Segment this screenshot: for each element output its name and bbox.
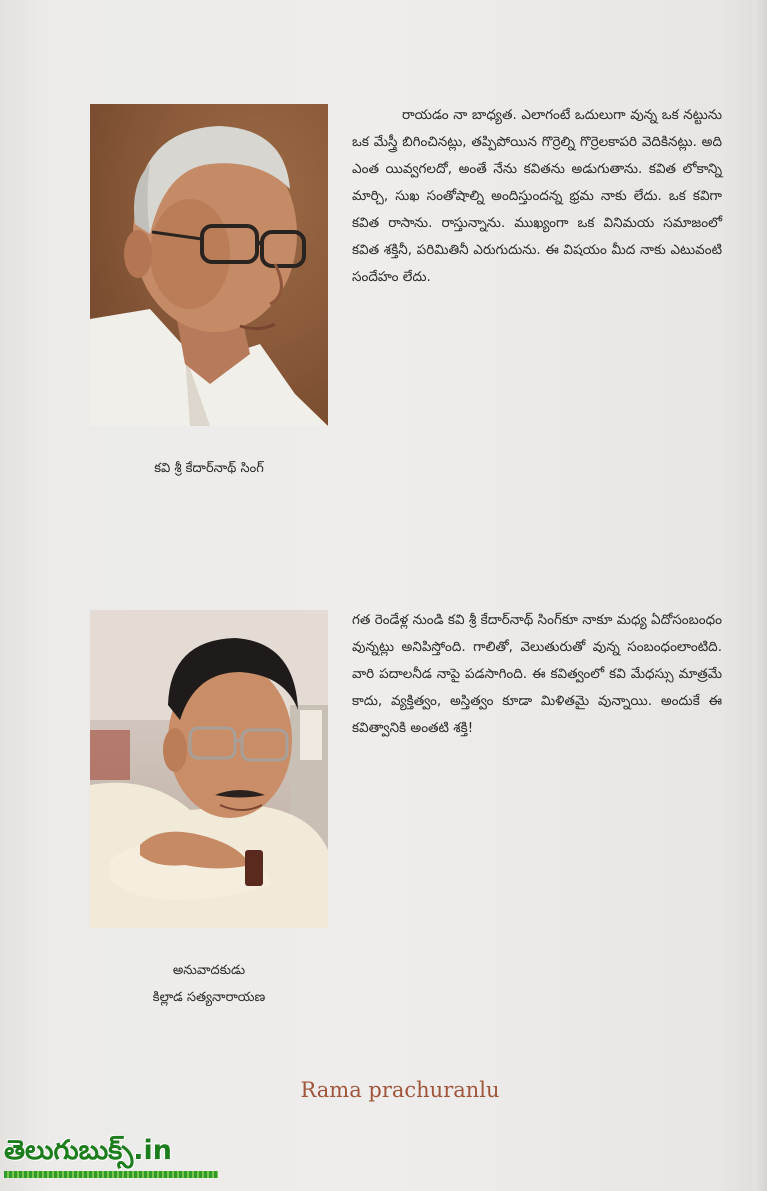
- author-photo: [90, 104, 328, 426]
- author-caption: కవి శ్రీ కేదార్‌నాథ్ సింగ్: [154, 461, 264, 476]
- author-quote: రాయడం నా బాధ్యత. ఎలాగంటే ఒదులుగా వున్న ఒక నట్టును ఒక మేస్త్రీ బిగించినట్లు, తప్పిపోయిన గొర్రెల్ని గొర్రెలకాపరి వెదికినట్లు. అది ఎంత యివ్వగలదో, అంతే నేను కవితను అడుగుతాను. కవిత లోకాన్ని మార్చి, సుఖ సంతోషాల్ని అందిస్తుందన్న భ్రమ నాకు లేదు. ఒక కవిగా కవిత రాసాను. రాస్తున్నాను. ముఖ్యంగా ఒక వినిమయ సమాజంలో కవిత శక్తినీ, పరిమితినీ ఎరుగుదును. ఈ విషయం మీద నాకు ఎటువంటి సందేహం లేదు.: [352, 107, 722, 285]
- site-watermark: తెలుగుబుక్స్.in: [4, 1135, 172, 1166]
- translator-quote: గత రెండేళ్ల నుండి కవి శ్రీ కేదార్‌నాథ్ సింగ్‌కూ నాకూ మధ్య ఏదోసంబంధం వున్నట్లు అనిపిస్తోంది. గాలితో, వెలుతురుతో వున్న సంబంధంలాంటిది. వారి పదాలనీడ నాపై పడసాగింది. ఈ కవిత్వంలో కవి మేధస్సు మాత్రమే కాదు, వ్యక్తిత్వం, అస్తిత్వం కూడా మిళితమై వున్నాయి. అందుకే ఈ కవిత్వానికి అంతటి శక్తి!: [352, 612, 722, 736]
- translator-name: కిల్లాడ సత్యనారాయణ: [152, 990, 266, 1005]
- translator-role: అనువాదకుడు: [172, 963, 246, 978]
- cover-edge: [753, 0, 767, 1191]
- watermark-grass-decoration: [4, 1171, 218, 1178]
- author-portrait-illustration: [90, 104, 328, 426]
- translator-portrait-illustration: [90, 610, 328, 928]
- translator-photo: [90, 610, 328, 928]
- publisher-name: Rama prachuranlu: [300, 1078, 500, 1102]
